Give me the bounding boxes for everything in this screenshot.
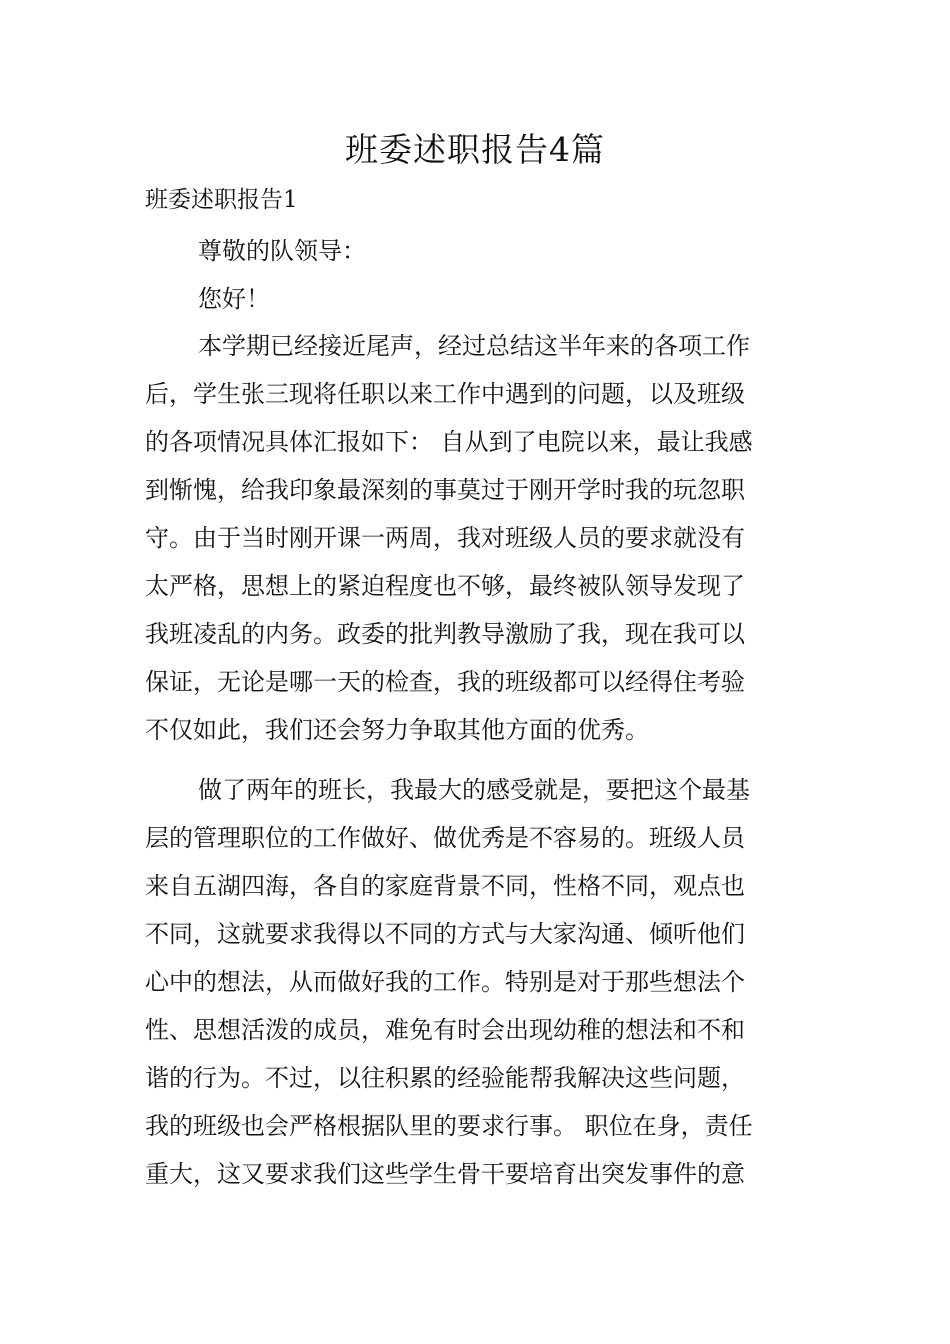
paragraph-line: 做了两年的班长，我最大的感受就是，要把这个最基 [198,776,750,804]
paragraph-line: 我的班级也会严格根据队里的要求行事。 职位在身，责任 [145,1112,753,1140]
paragraph-line: 我班凌乱的内务。政委的批判教导激励了我，现在我可以 [145,620,745,648]
paragraph-line: 不仅如此，我们还会努力争取其他方面的优秀。 [145,716,649,744]
paragraph-line: 心中的想法，从而做好我的工作。特别是对于那些想法个 [145,968,745,996]
document-title: 班委述职报告4篇 [345,130,605,169]
paragraph-line: 来自五湖四海，各自的家庭背景不同，性格不同，观点也 [145,872,745,900]
salutation: 尊敬的队领导： [198,237,366,265]
paragraph-line: 层的管理职位的工作做好、做优秀是不容易的。班级人员 [145,824,745,852]
section-heading: 班委述职报告1 [145,187,298,213]
greeting: 您好！ [198,285,270,313]
paragraph-line: 守。由于当时刚开课一两周，我对班级人员的要求就没有 [145,524,745,552]
paragraph-line: 谐的行为。不过，以往积累的经验能帮我解决这些问题， [145,1064,745,1092]
paragraph-line: 本学期已经接近尾声，经过总结这半年来的各项工作 [198,332,750,360]
paragraph-line: 保证，无论是哪一天的检查，我的班级都可以经得住考验 [145,668,745,696]
paragraph-line: 不同，这就要求我得以不同的方式与大家沟通、倾听他们 [145,920,745,948]
paragraph-line: 后，学生张三现将任职以来工作中遇到的问题，以及班级 [145,380,745,408]
paragraph-line: 性、思想活泼的成员，难免有时会出现幼稚的想法和不和 [145,1016,745,1044]
paragraph-line: 重大，这又要求我们这些学生骨干要培育出突发事件的意 [145,1160,745,1188]
paragraph-line: 到惭愧，给我印象最深刻的事莫过于刚开学时我的玩忽职 [145,476,745,504]
paragraph-line: 的各项情况具体汇报如下： 自从到了电院以来，最让我感 [145,428,753,456]
paragraph-line: 太严格，思想上的紧迫程度也不够，最终被队领导发现了 [145,572,745,600]
